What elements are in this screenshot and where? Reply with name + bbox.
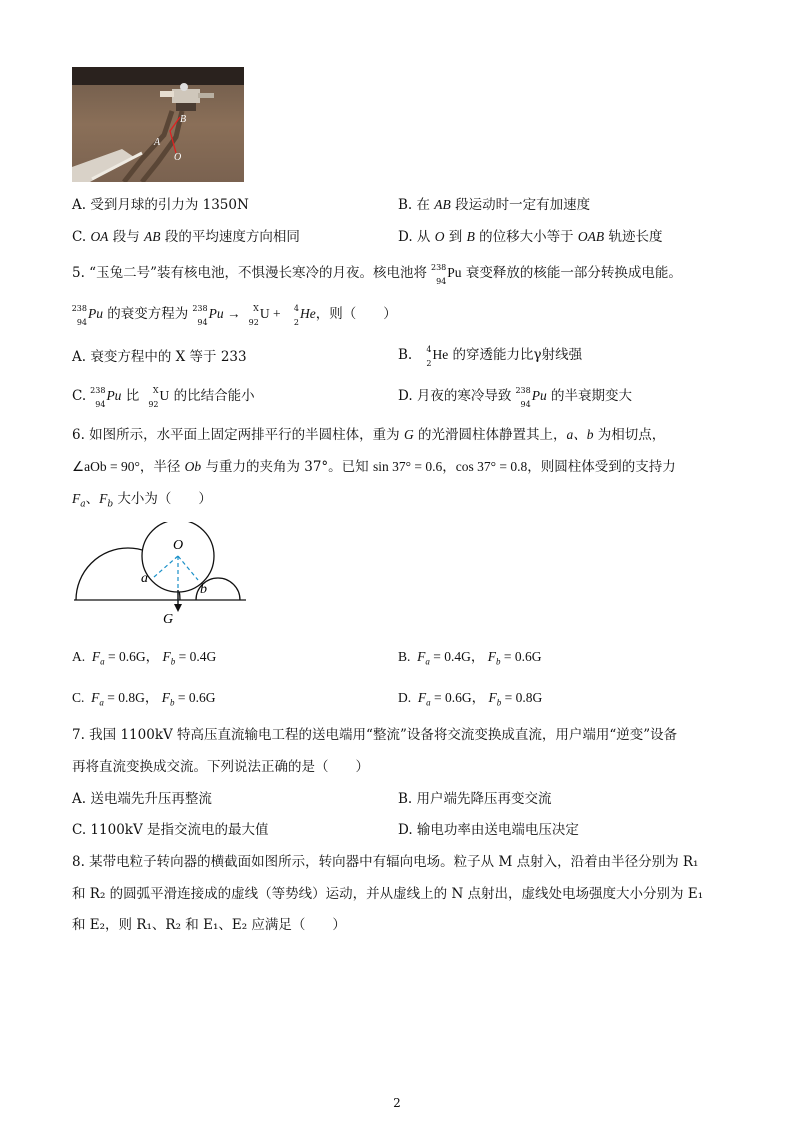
label-o: O: [173, 538, 184, 553]
q6-figure: [70, 522, 250, 632]
q5-option-b: B. 4 2 He 的穿透能力比γ射线强: [398, 345, 583, 368]
page-number: 2: [393, 1096, 401, 1110]
label-g: G: [163, 612, 174, 627]
photo-label-a: A: [154, 137, 161, 148]
q7-option-b: B. 用户端先降压再变交流: [398, 791, 552, 807]
photo-label-o: O: [174, 152, 182, 163]
gravity-arrowhead: [174, 604, 182, 612]
q7-option-a: A. 送电端先升压再整流: [72, 791, 212, 807]
q7-stem-line2: 再将直流变换成交流。下列说法正确的是（ ）: [72, 759, 369, 775]
q5-option-a: A. 衰变方程中的 X 等于 233: [72, 349, 247, 365]
q4-option-c: C. OA 段与 AB 段的平均速度方向相同: [72, 229, 300, 245]
q7-stem-line1: 7. 我国 1100kV 特高压直流输电工程的送电端用“整流”设备将交流变换成直流，用户端用“逆变”设备: [72, 727, 678, 743]
label-b: b: [200, 582, 207, 597]
q7-option-c: C. 1100kV 是指交流电的最大值: [72, 822, 269, 838]
q5-option-c: C. 238 94 Pu 比 X 92 U 的比结合能小: [72, 386, 255, 409]
photo-label-b: B: [180, 114, 187, 125]
q6-option-a: A. $F_a = 0.6G$， $F_b = 0.4G$: [72, 649, 217, 667]
q8-stem-line3: 和 E₂，则 R₁、R₂ 和 E₁、E₂ 应满足（ ）: [72, 917, 346, 933]
q4-option-b: B. 在 AB 段运动时一定有加速度: [398, 197, 591, 213]
q5-option-d: D. 月夜的寒冷导致 238 94 Pu 的半衰期变大: [398, 386, 633, 409]
q6-option-d: D. $F_a = 0.6G$， $F_b = 0.8G$: [398, 690, 543, 708]
q4-option-a: A. 受到月球的引力为 1350N: [72, 197, 249, 213]
q6-stem-line3: $F_a$、$F_b$ 大小为（ ）: [72, 491, 212, 510]
q5-stem-line1: 5. “玉兔二号”装有核电池，不惧漫长寒冷的月夜。核电池将 238 94 Pu 衰变释放的核能一部分转换成电能。: [72, 263, 682, 286]
label-a: a: [141, 571, 148, 586]
q6-stem-line1: 6. 如图所示，水平面上固定两排平行的半圆柱体，重为 G 的光滑圆柱体静置其上，a、b 为相切点，: [72, 427, 666, 443]
q8-stem-line2: 和 R₂ 的圆弧平滑连接成的虚线（等势线）运动，并从虚线上的 N 点射出，虚线处电场强度大小分别为 E₁: [72, 886, 704, 902]
q7-option-d: D. 输电功率由送电端电压决定: [398, 822, 579, 838]
q5-stem-line2: 238 94 Pu 的衰变方程为 238 94 Pu → X 92 U + 4 2 He，则（ ）: [71, 304, 397, 327]
q6-option-b: B. $F_a = 0.4G$， $F_b = 0.6G$: [398, 649, 542, 667]
q6-stem-line2: ∠aOb = 90°，半径 Ob 与重力的夹角为 37°。已知 sin 37° = 0.6，cos 37° = 0.8，则圆柱体受到的支持力: [72, 459, 676, 475]
rover-photo: [72, 67, 244, 182]
q4-option-d: D. 从 O 到 B 的位移大小等于 OAB 轨迹长度: [398, 229, 663, 245]
q8-stem-line1: 8. 某带电粒子转向器的横截面如图所示，转向器中有辐向电场。粒子从 M 点射入，沿着由半径分别为 R₁: [72, 854, 699, 870]
q6-option-c: C. $F_a = 0.8G$， $F_b = 0.6G$: [72, 690, 216, 708]
